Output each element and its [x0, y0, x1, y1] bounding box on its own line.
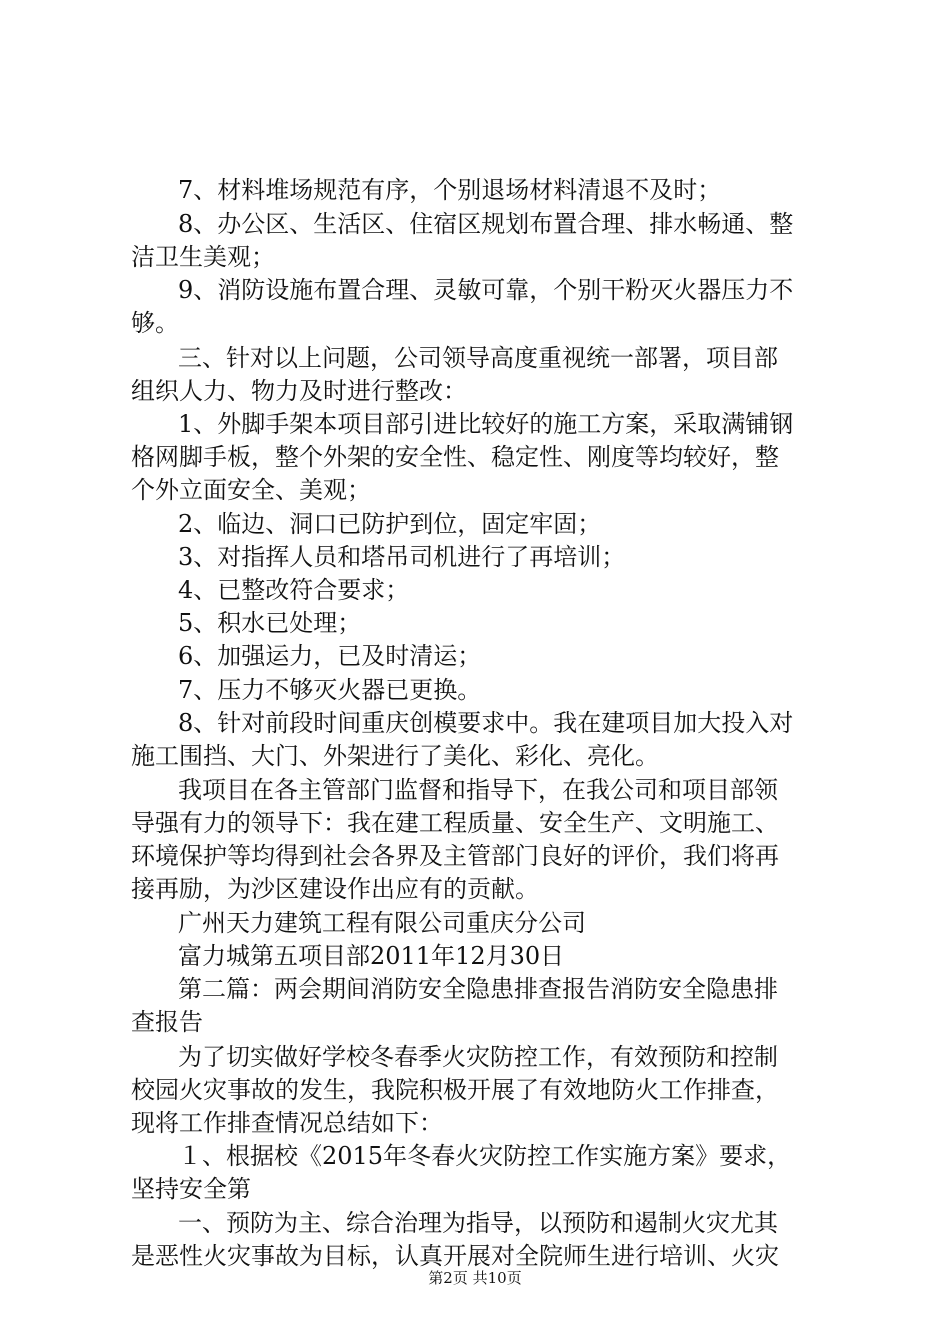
text-line: 坚持安全第 [131, 1175, 251, 1203]
page-number-footer: 第2页 共10页 [428, 1269, 522, 1287]
text-line: 为了切实做好学校冬春季火灾防控工作，有效预防和控制 [178, 1043, 778, 1071]
text-line: 现将工作排查情况总结如下： [131, 1109, 443, 1137]
text-line: 富力城第五项目部2011年12月30日 [178, 942, 565, 970]
text-line: 够。 [131, 309, 179, 337]
text-line: 洁卫生美观； [131, 243, 275, 271]
text-line: 是恶性火灾事故为目标，认真开展对全院师生进行培训、火灾 [131, 1242, 779, 1270]
text-line: 格网脚手板，整个外架的安全性、稳定性、刚度等均较好，整 [131, 443, 779, 471]
text-line: 3、对指挥人员和塔吊司机进行了再培训； [178, 543, 626, 571]
text-line: 8、针对前段时间重庆创模要求中。我在建项目加大投入对 [178, 709, 794, 737]
text-line: 广州天力建筑工程有限公司重庆分公司 [178, 909, 586, 937]
text-line: 三、针对以上问题，公司领导高度重视统一部署，项目部 [178, 344, 778, 372]
text-line: 5、积水已处理； [178, 609, 362, 637]
text-line: 环境保护等均得到社会各界及主管部门良好的评价，我们将再 [131, 842, 779, 870]
text-line: 9、消防设施布置合理、灵敏可靠，个别干粉灭火器压力不 [178, 276, 794, 304]
section-heading: 第二篇：两会期间消防安全隐患排查报告消防安全隐患排 [178, 975, 778, 1003]
section-heading: 查报告 [131, 1008, 203, 1036]
text-line: 我项目在各主管部门监督和指导下，在我公司和项目部领 [178, 776, 778, 804]
text-line: 4、已整改符合要求； [178, 576, 410, 604]
text-line: 接再励，为沙区建设作出应有的贡献。 [131, 875, 539, 903]
text-line: 个外立面安全、美观； [131, 476, 371, 504]
text-line: 一、预防为主、综合治理为指导，以预防和遏制火灾尤其 [178, 1209, 778, 1237]
text-line: 7、材料堆场规范有序，个别退场材料清退不及时； [178, 176, 722, 204]
text-line: 7、压力不够灭火器已更换。 [178, 676, 482, 704]
text-line: 2、临边、洞口已防护到位，固定牢固； [178, 510, 602, 538]
text-line: 导强有力的领导下：我在建工程质量、安全生产、文明施工、 [131, 809, 779, 837]
text-line: 6、加强运力，已及时清运； [178, 642, 482, 670]
text-line: 8、办公区、生活区、住宿区规划布置合理、排水畅通、整 [178, 210, 794, 238]
text-line: 施工围挡、大门、外架进行了美化、彩化、亮化。 [131, 742, 659, 770]
text-line: 校园火灾事故的发生，我院积极开展了有效地防火工作排查， [131, 1076, 779, 1104]
text-line: １、根据校《2015年冬春火灾防控工作实施方案》要求， [178, 1142, 792, 1170]
text-line: 1、外脚手架本项目部引进比较好的施工方案，采取满铺钢 [178, 410, 794, 438]
text-line: 组织人力、物力及时进行整改： [131, 377, 467, 405]
